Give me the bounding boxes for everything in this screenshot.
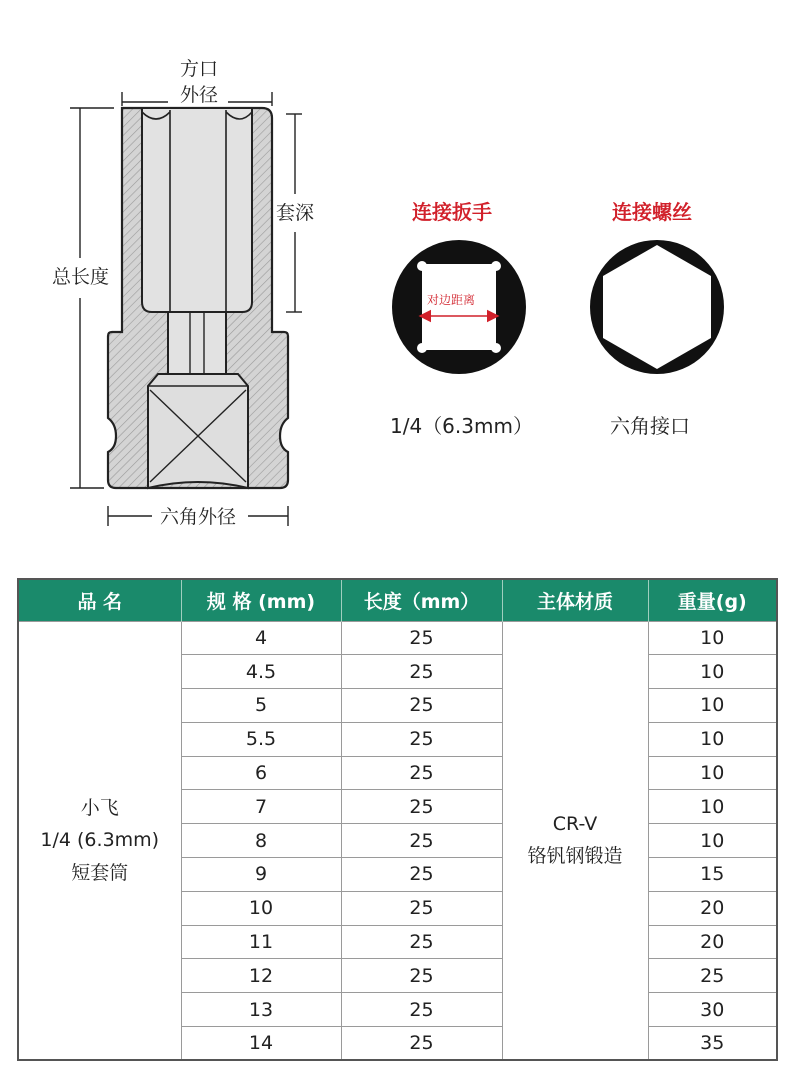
spec-cell: 5.5 [181, 722, 341, 756]
weight-cell: 10 [648, 621, 777, 655]
spec-cell: 9 [181, 858, 341, 892]
header-spec: 规 格 (mm) [181, 579, 341, 621]
length-cell: 25 [341, 1027, 502, 1061]
material-line: 铬钒钢锻造 [527, 845, 623, 868]
square-od-label-line1: 方口 [180, 58, 219, 80]
spec-cell: 4.5 [181, 655, 341, 689]
hex-od-label: 六角外径 [160, 506, 237, 528]
table-header-row [18, 579, 777, 621]
spec-table [17, 578, 778, 1061]
spec-cell: 8 [181, 824, 341, 858]
header-length: 长度（mm） [341, 579, 502, 621]
weight-cell: 10 [648, 756, 777, 790]
weight-cell: 10 [648, 790, 777, 824]
weight-cell: 10 [648, 824, 777, 858]
product-name-line: 1/4 (6.3mm) [40, 829, 160, 852]
hex-interface-icon [590, 240, 724, 374]
depth-label: 套深 [276, 202, 315, 224]
table-body [18, 621, 777, 1060]
length-cell: 25 [341, 925, 502, 959]
spec-cell: 13 [181, 993, 341, 1027]
wrench-title: 连接扳手 [412, 200, 492, 224]
spec-cell: 11 [181, 925, 341, 959]
spec-cell: 4 [181, 621, 341, 655]
header-weight: 重量(g) [648, 579, 777, 621]
length-cell: 25 [341, 655, 502, 689]
length-cell: 25 [341, 790, 502, 824]
weight-cell: 10 [648, 689, 777, 723]
length-cell: 25 [341, 722, 502, 756]
weight-cell: 10 [648, 722, 777, 756]
spec-cell: 7 [181, 790, 341, 824]
header-material: 主体材质 [502, 579, 648, 621]
material-cell [502, 621, 648, 1060]
length-cell: 25 [341, 993, 502, 1027]
weight-cell: 10 [648, 655, 777, 689]
length-cell: 25 [341, 621, 502, 655]
weight-cell: 15 [648, 858, 777, 892]
length-cell: 25 [341, 689, 502, 723]
length-cell: 25 [341, 756, 502, 790]
spec-cell: 5 [181, 689, 341, 723]
product-name-line: 短套筒 [71, 861, 129, 884]
weight-cell: 20 [648, 891, 777, 925]
spec-cell: 12 [181, 959, 341, 993]
weight-cell: 20 [648, 925, 777, 959]
bolt-title: 连接螺丝 [612, 200, 692, 224]
product-name-line: 小飞 [80, 796, 119, 819]
length-cell: 25 [341, 858, 502, 892]
length-cell: 25 [341, 824, 502, 858]
weight-cell: 30 [648, 993, 777, 1027]
material-line: CR-V [552, 813, 598, 836]
weight-cell: 25 [648, 959, 777, 993]
spec-cell: 14 [181, 1027, 341, 1061]
length-cell: 25 [341, 959, 502, 993]
drive-size-label: 1/4（6.3mm） [390, 414, 533, 438]
across-flats-label: 对边距离 [427, 293, 476, 307]
hex-interface-label: 六角接口 [610, 414, 690, 438]
weight-cell: 35 [648, 1027, 777, 1061]
product-name-cell [18, 621, 181, 1060]
socket-cross-section [40, 40, 370, 580]
square-od-label-line2: 外径 [180, 84, 219, 106]
spec-cell: 6 [181, 756, 341, 790]
header-product-name: 品 名 [18, 579, 181, 621]
total-length-label: 总长度 [52, 266, 110, 288]
length-cell: 25 [341, 891, 502, 925]
spec-cell: 10 [181, 891, 341, 925]
table-row [18, 621, 777, 655]
